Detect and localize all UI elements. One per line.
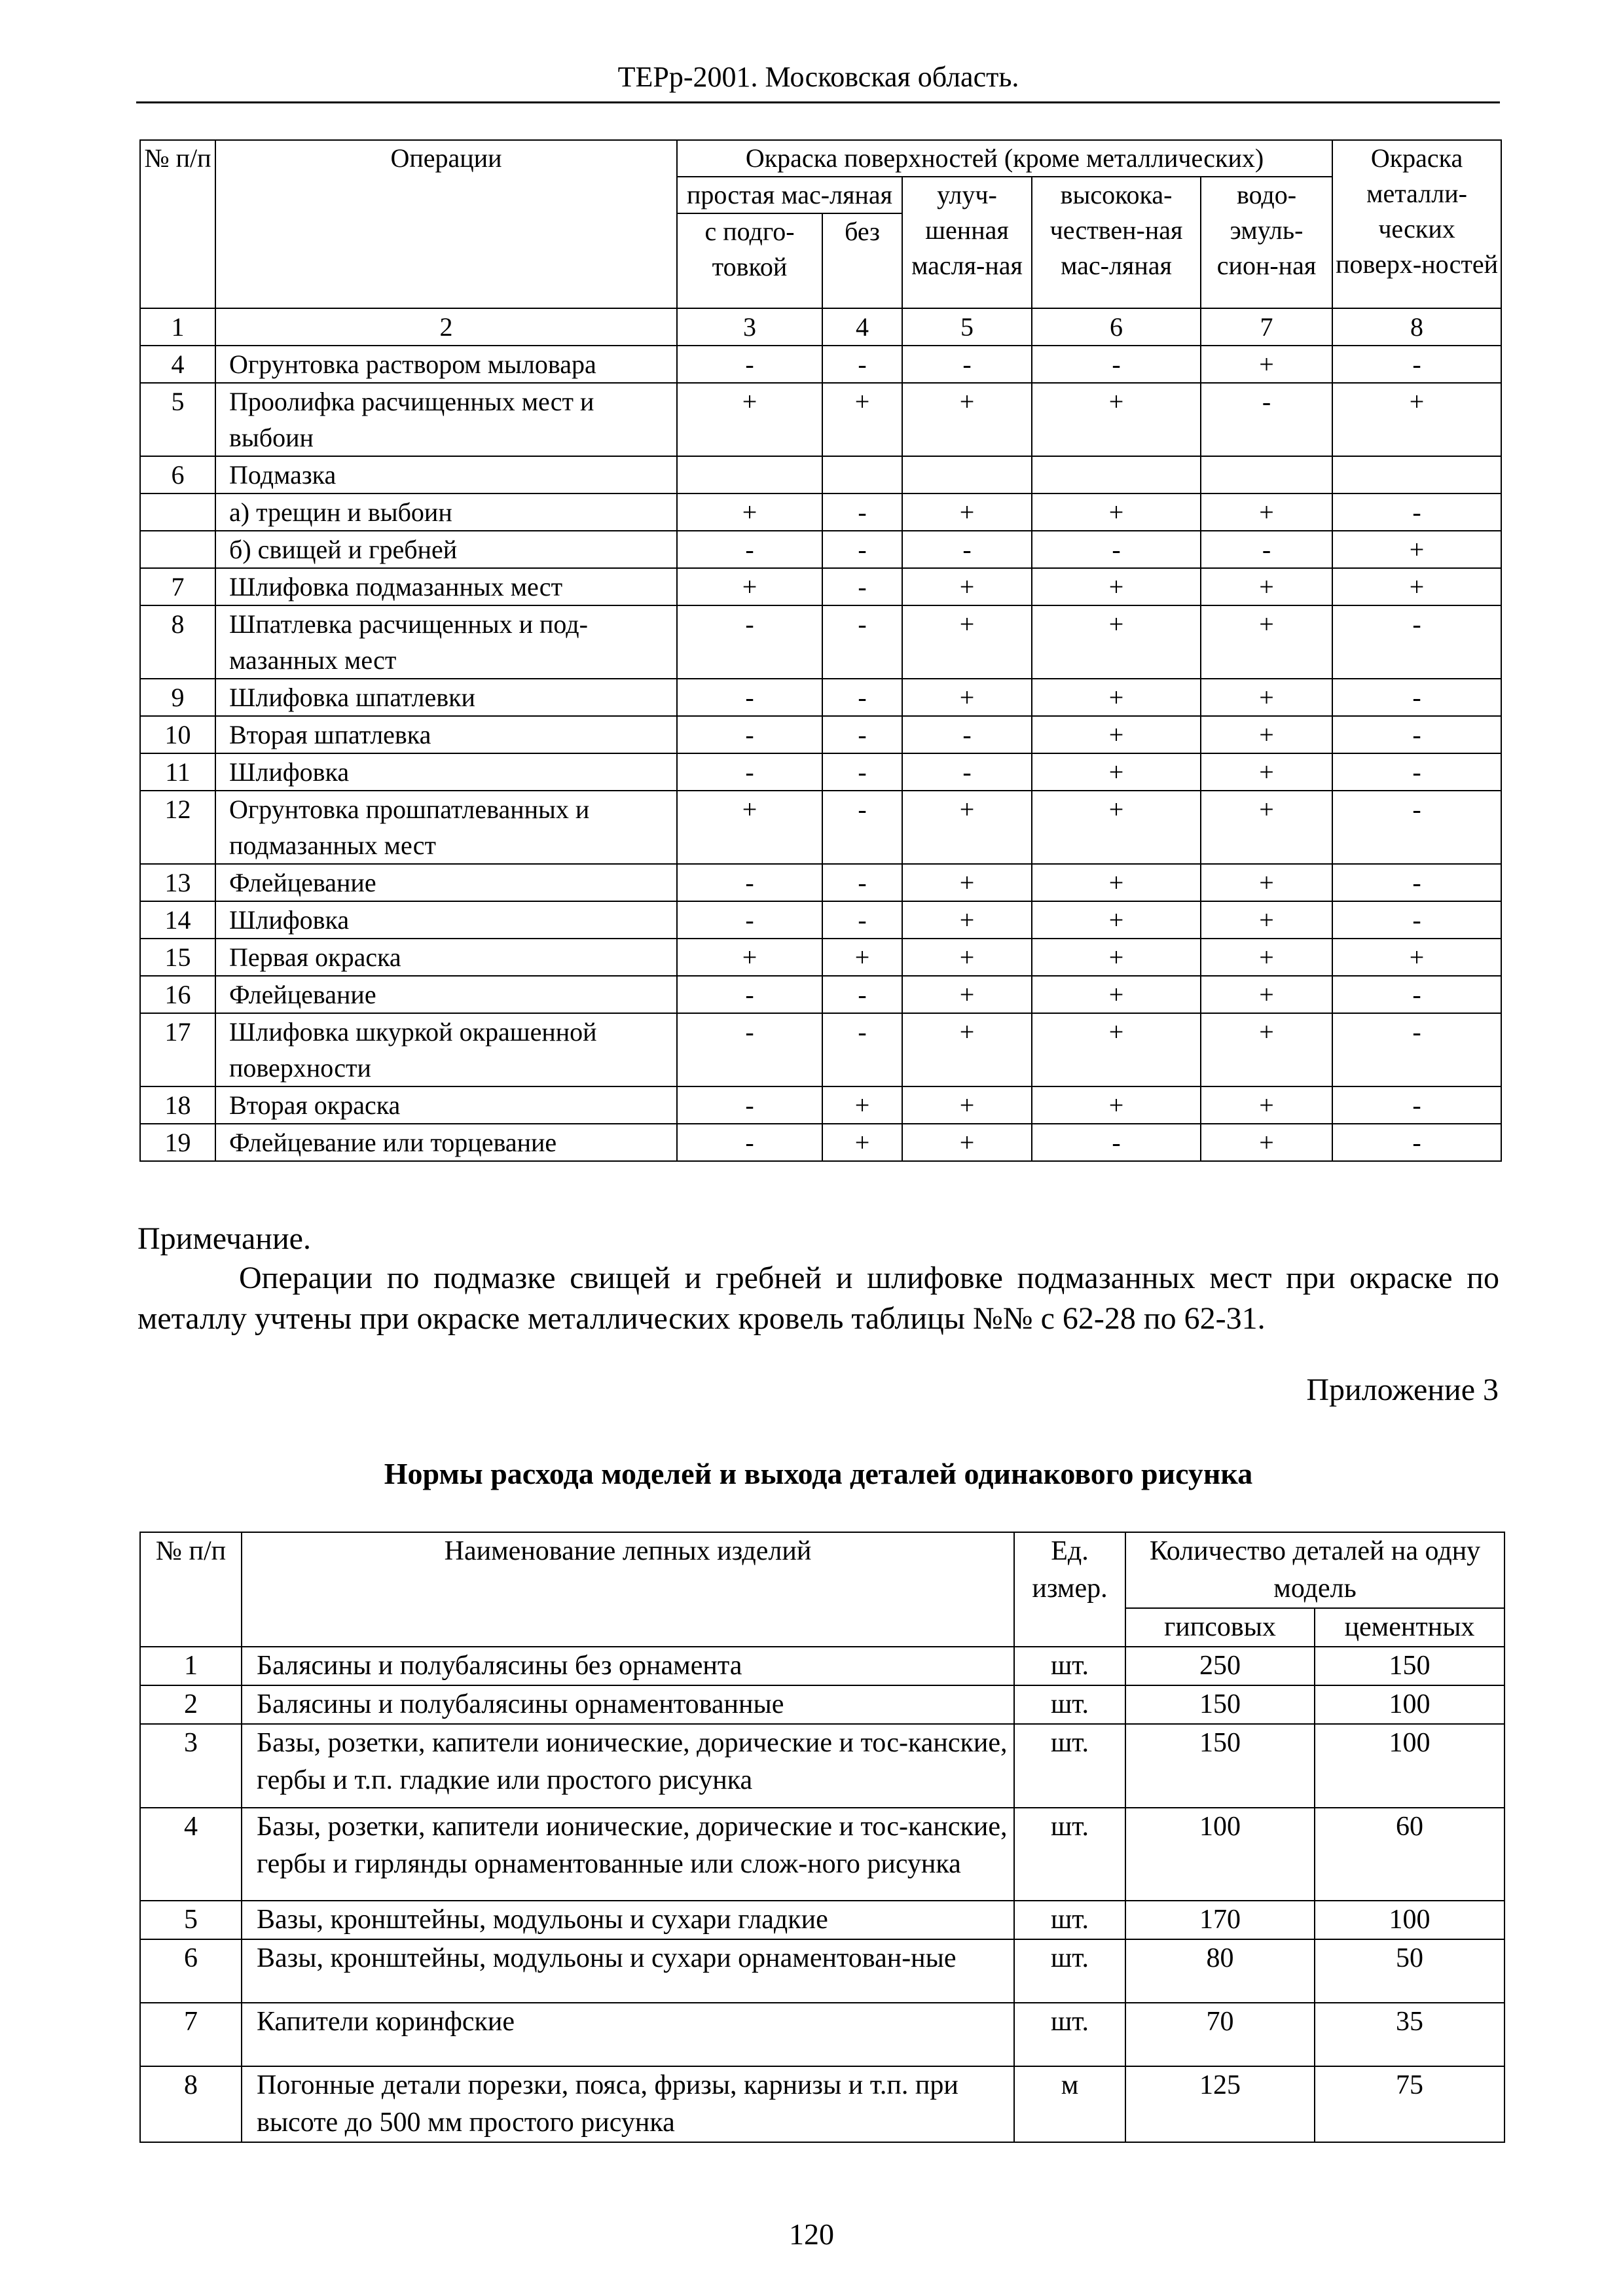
operation-name-cell: Вторая окраска <box>215 1086 677 1124</box>
table-row <box>140 976 1501 1013</box>
operation-name-cell: Шлифовка <box>215 901 677 939</box>
item-name-cell: Вазы, кронштейны, модульоны и сухари гладкие <box>242 1901 1014 1939</box>
mark-cell: - <box>1201 531 1332 568</box>
mark-cell: - <box>822 679 902 716</box>
row-number-cell: 4 <box>140 1808 242 1901</box>
mark-cell: - <box>677 679 822 716</box>
mark-cell: - <box>1332 1013 1501 1086</box>
row-number-cell: 5 <box>140 1901 242 1939</box>
mark-cell: - <box>677 346 822 383</box>
gypsum-count-cell: 250 <box>1125 1647 1315 1685</box>
item-name-cell: Капители коринфские <box>242 2003 1014 2066</box>
operation-name-cell: Флейцевание <box>215 864 677 901</box>
table-row <box>140 1685 1504 1724</box>
mark-cell: + <box>1332 383 1501 456</box>
row-number-cell: 10 <box>140 716 215 753</box>
table-row <box>140 753 1501 791</box>
mark-cell: + <box>1032 1086 1201 1124</box>
mark-cell: + <box>1201 939 1332 976</box>
unit-cell: шт. <box>1014 1901 1125 1939</box>
row-number-cell: 15 <box>140 939 215 976</box>
mark-cell: - <box>677 753 822 791</box>
column-number-cell: 4 <box>822 308 902 346</box>
col-header-item-name: Наименование лепных изделий <box>242 1532 1014 1647</box>
page-number: 120 <box>789 2217 834 2251</box>
mark-cell: + <box>1201 901 1332 939</box>
item-name-cell: Балясины и полубалясины орнаментованные <box>242 1685 1014 1724</box>
mark-cell: + <box>1032 791 1201 864</box>
mark-cell: + <box>902 864 1032 901</box>
col-header-quantity: Количество деталей на одну модель <box>1125 1532 1504 1608</box>
mark-cell: - <box>677 1086 822 1124</box>
mark-cell: + <box>902 568 1032 605</box>
col-header-with-preparation: с подго-товкой <box>677 213 822 308</box>
row-number-cell: 7 <box>140 568 215 605</box>
table-row <box>140 531 1501 568</box>
mark-cell: - <box>677 1013 822 1086</box>
table-row <box>140 1901 1504 1939</box>
mark-cell: + <box>1332 531 1501 568</box>
table-row <box>140 864 1501 901</box>
mark-cell: + <box>1332 568 1501 605</box>
operation-name-cell: Проолифка расчищенных мест и выбоин <box>215 383 677 456</box>
mark-cell: + <box>902 493 1032 531</box>
cement-count-cell: 100 <box>1315 1724 1504 1808</box>
mark-cell: + <box>1201 716 1332 753</box>
column-number-cell: 5 <box>902 308 1032 346</box>
appendix-label: Приложение 3 <box>1306 1372 1499 1407</box>
mark-cell: + <box>1201 1086 1332 1124</box>
unit-cell: шт. <box>1014 1808 1125 1901</box>
operation-name-cell: Вторая шпатлевка <box>215 716 677 753</box>
mark-cell: + <box>1032 753 1201 791</box>
mark-cell: + <box>1201 679 1332 716</box>
note-title: Примечание. <box>137 1221 311 1256</box>
table-row <box>140 493 1501 531</box>
mark-cell: - <box>1332 901 1501 939</box>
table-row <box>140 939 1501 976</box>
operation-name-cell: Огрунтовка раствором мыловара <box>215 346 677 383</box>
column-number-cell: 8 <box>1332 308 1501 346</box>
table-row <box>140 716 1501 753</box>
mark-cell: + <box>902 1013 1032 1086</box>
row-number-cell: 5 <box>140 383 215 456</box>
item-name-cell: Базы, розетки, капители ионические, дорические и тос-канские, гербы и т.п. гладкие или простого рисунка <box>242 1724 1014 1808</box>
mark-cell: - <box>902 753 1032 791</box>
column-number-cell: 7 <box>1201 308 1332 346</box>
col-header-number: № п/п <box>140 140 215 308</box>
cement-count-cell: 60 <box>1315 1808 1504 1901</box>
mark-cell: + <box>1201 605 1332 679</box>
unit-cell: шт. <box>1014 1647 1125 1685</box>
mark-cell <box>1032 456 1201 493</box>
norm-table-title: Нормы расхода моделей и выхода деталей одинакового рисунка <box>384 1457 1253 1490</box>
row-number-cell: 1 <box>140 1647 242 1685</box>
row-number-cell: 12 <box>140 791 215 864</box>
mark-cell <box>1332 456 1501 493</box>
mark-cell: - <box>822 864 902 901</box>
item-name-cell: Вазы, кронштейны, модульоны и сухари орнаментован-ные <box>242 1939 1014 2003</box>
col-header-number: № п/п <box>140 1532 242 1647</box>
table-row <box>140 605 1501 679</box>
mark-cell: - <box>1332 1086 1501 1124</box>
col-header-surface-painting: Окраска поверхностей (кроме металлических) <box>677 140 1332 177</box>
mark-cell: - <box>677 864 822 901</box>
mark-cell: + <box>902 976 1032 1013</box>
mark-cell: + <box>1032 1013 1201 1086</box>
col-header-water-emulsion: водо-эмуль-сион-ная <box>1201 177 1332 308</box>
mark-cell: + <box>902 1086 1032 1124</box>
mark-cell: - <box>822 605 902 679</box>
gypsum-count-cell: 125 <box>1125 2066 1315 2142</box>
table-row <box>140 901 1501 939</box>
mark-cell: + <box>1032 568 1201 605</box>
col-header-high-quality-oil: высокока-чествен-ная мас-ляная <box>1032 177 1201 308</box>
mark-cell: - <box>1332 679 1501 716</box>
operation-name-cell: б) свищей и гребней <box>215 531 677 568</box>
mark-cell: - <box>1332 605 1501 679</box>
row-number-cell: 18 <box>140 1086 215 1124</box>
operation-name-cell: Шпатлевка расчищенных и под-мазанных мест <box>215 605 677 679</box>
cement-count-cell: 150 <box>1315 1647 1504 1685</box>
col-header-improved-oil: улуч-шенная масля-ная <box>902 177 1032 308</box>
column-number-cell: 6 <box>1032 308 1201 346</box>
page-header: ТЕРр-2001. Московская область. <box>617 61 1019 93</box>
cement-count-cell: 100 <box>1315 1901 1504 1939</box>
mark-cell: + <box>822 1086 902 1124</box>
row-number-cell: 2 <box>140 1685 242 1724</box>
row-number-cell: 13 <box>140 864 215 901</box>
table-row <box>140 1086 1501 1124</box>
mark-cell: + <box>902 605 1032 679</box>
row-number-cell: 9 <box>140 679 215 716</box>
mark-cell: - <box>1332 493 1501 531</box>
row-number-cell: 16 <box>140 976 215 1013</box>
item-name-cell: Базы, розетки, капители ионические, дорические и тос-канские, гербы и гирлянды орнаментованные или слож-ного рисунка <box>242 1808 1014 1901</box>
row-number-cell: 4 <box>140 346 215 383</box>
mark-cell: + <box>1201 864 1332 901</box>
mark-cell: + <box>1032 901 1201 939</box>
table-row <box>140 456 1501 493</box>
gypsum-count-cell: 170 <box>1125 1901 1315 1939</box>
mark-cell: - <box>1032 1124 1201 1161</box>
row-number-cell: 14 <box>140 901 215 939</box>
table-row <box>140 383 1501 456</box>
table-row <box>140 791 1501 864</box>
table-row <box>140 1013 1501 1086</box>
mark-cell: - <box>677 531 822 568</box>
mark-cell: + <box>1032 493 1201 531</box>
mark-cell: + <box>1032 605 1201 679</box>
operation-name-cell: Флейцевание <box>215 976 677 1013</box>
mark-cell <box>902 456 1032 493</box>
mark-cell: - <box>1332 1124 1501 1161</box>
mark-cell: + <box>1032 716 1201 753</box>
mark-cell: - <box>822 901 902 939</box>
col-header-metal-painting: Окраска металли-ческих поверх-ностей <box>1332 140 1501 308</box>
gypsum-count-cell: 100 <box>1125 1808 1315 1901</box>
row-number-cell: 3 <box>140 1724 242 1808</box>
table-row <box>140 1808 1504 1901</box>
mark-cell: - <box>902 531 1032 568</box>
mark-cell: + <box>677 493 822 531</box>
mark-cell: + <box>1201 1124 1332 1161</box>
mark-cell: + <box>1032 939 1201 976</box>
unit-cell: шт. <box>1014 1724 1125 1808</box>
mark-cell: - <box>822 716 902 753</box>
operation-name-cell: Шлифовка шпатлевки <box>215 679 677 716</box>
col-header-operations: Операции <box>215 140 677 308</box>
table-row <box>140 568 1501 605</box>
mark-cell: + <box>822 383 902 456</box>
mark-cell: - <box>1332 864 1501 901</box>
gypsum-count-cell: 80 <box>1125 1939 1315 2003</box>
operation-name-cell: а) трещин и выбоин <box>215 493 677 531</box>
note-text: Операции по подмазке свищей и гребней и шлифовке подмазанных мест при окраске по металлу учтены при окраске металлических кровель таблицы №№ с 62-28 по 62-31. <box>137 1261 1499 1336</box>
mark-cell: + <box>822 939 902 976</box>
mark-cell: - <box>1032 346 1201 383</box>
col-header-without-preparation: без <box>822 213 902 308</box>
table-row <box>140 2003 1504 2066</box>
mark-cell: + <box>1201 568 1332 605</box>
item-name-cell: Балясины и полубалясины без орнамента <box>242 1647 1014 1685</box>
mark-cell: - <box>1332 791 1501 864</box>
column-number-cell: 3 <box>677 308 822 346</box>
mark-cell <box>822 456 902 493</box>
column-numbers-row <box>140 308 1501 346</box>
table-row <box>140 1724 1504 1808</box>
column-number-cell: 1 <box>140 308 215 346</box>
mark-cell: + <box>677 791 822 864</box>
mark-cell: - <box>1332 976 1501 1013</box>
mark-cell: - <box>902 346 1032 383</box>
col-header-unit: Ед. измер. <box>1014 1532 1125 1647</box>
mark-cell: + <box>1201 753 1332 791</box>
mark-cell: - <box>822 568 902 605</box>
operation-name-cell: Огрунтовка прошпатлеванных и подмазанных мест <box>215 791 677 864</box>
operation-name-cell: Подмазка <box>215 456 677 493</box>
table-row <box>140 1124 1501 1161</box>
gypsum-count-cell: 150 <box>1125 1685 1315 1724</box>
gypsum-count-cell: 150 <box>1125 1724 1315 1808</box>
operation-name-cell: Флейцевание или торцевание <box>215 1124 677 1161</box>
unit-cell: шт. <box>1014 2003 1125 2066</box>
mark-cell: + <box>1201 1013 1332 1086</box>
mark-cell: - <box>822 346 902 383</box>
operation-name-cell: Шлифовка <box>215 753 677 791</box>
norms-table <box>139 1532 1505 2143</box>
mark-cell: - <box>822 1013 902 1086</box>
mark-cell: + <box>1332 939 1501 976</box>
mark-cell: + <box>1201 493 1332 531</box>
mark-cell: - <box>1332 753 1501 791</box>
row-number-cell: 17 <box>140 1013 215 1086</box>
cement-count-cell: 50 <box>1315 1939 1504 2003</box>
row-number-cell: 8 <box>140 2066 242 2142</box>
mark-cell: + <box>902 383 1032 456</box>
mark-cell <box>677 456 822 493</box>
mark-cell: + <box>902 939 1032 976</box>
row-number-cell <box>140 531 215 568</box>
row-number-cell: 11 <box>140 753 215 791</box>
mark-cell: - <box>1201 383 1332 456</box>
mark-cell: - <box>902 716 1032 753</box>
mark-cell: - <box>677 716 822 753</box>
mark-cell: - <box>677 976 822 1013</box>
mark-cell: + <box>1032 976 1201 1013</box>
mark-cell: - <box>677 605 822 679</box>
mark-cell: + <box>902 1124 1032 1161</box>
mark-cell: - <box>1032 531 1201 568</box>
mark-cell: - <box>822 791 902 864</box>
mark-cell: - <box>1332 716 1501 753</box>
mark-cell: - <box>822 753 902 791</box>
mark-cell: + <box>822 1124 902 1161</box>
row-number-cell: 6 <box>140 1939 242 2003</box>
mark-cell: + <box>677 568 822 605</box>
mark-cell <box>1201 456 1332 493</box>
cement-count-cell: 75 <box>1315 2066 1504 2142</box>
mark-cell: - <box>822 531 902 568</box>
mark-cell: + <box>677 383 822 456</box>
mark-cell: + <box>1032 383 1201 456</box>
mark-cell: + <box>1201 791 1332 864</box>
mark-cell: + <box>1201 346 1332 383</box>
col-header-simple-oil: простая мас-ляная <box>677 177 902 213</box>
column-number-cell: 2 <box>215 308 677 346</box>
mark-cell: + <box>902 679 1032 716</box>
operations-table <box>139 139 1502 1162</box>
table-row <box>140 679 1501 716</box>
mark-cell: + <box>1201 976 1332 1013</box>
row-number-cell: 8 <box>140 605 215 679</box>
col-header-gypsum: гипсовых <box>1125 1608 1315 1647</box>
table-row <box>140 346 1501 383</box>
row-number-cell: 6 <box>140 456 215 493</box>
mark-cell: - <box>1332 346 1501 383</box>
header-divider <box>136 101 1500 103</box>
item-name-cell: Погонные детали порезки, пояса, фризы, карнизы и т.п. при высоте до 500 мм простого рисунка <box>242 2066 1014 2142</box>
unit-cell: м <box>1014 2066 1125 2142</box>
table-row <box>140 2066 1504 2142</box>
row-number-cell: 7 <box>140 2003 242 2066</box>
mark-cell: - <box>822 976 902 1013</box>
operation-name-cell: Шлифовка шкуркой окрашенной поверхности <box>215 1013 677 1086</box>
mark-cell: - <box>677 901 822 939</box>
row-number-cell <box>140 493 215 531</box>
mark-cell: - <box>822 493 902 531</box>
unit-cell: шт. <box>1014 1685 1125 1724</box>
row-number-cell: 19 <box>140 1124 215 1161</box>
mark-cell: - <box>677 1124 822 1161</box>
cement-count-cell: 100 <box>1315 1685 1504 1724</box>
mark-cell: + <box>902 901 1032 939</box>
operation-name-cell: Первая окраска <box>215 939 677 976</box>
gypsum-count-cell: 70 <box>1125 2003 1315 2066</box>
operation-name-cell: Шлифовка подмазанных мест <box>215 568 677 605</box>
cement-count-cell: 35 <box>1315 2003 1504 2066</box>
unit-cell: шт. <box>1014 1939 1125 2003</box>
mark-cell: + <box>677 939 822 976</box>
table-row <box>140 1939 1504 2003</box>
mark-cell: + <box>1032 679 1201 716</box>
col-header-cement: цементных <box>1315 1608 1504 1647</box>
mark-cell: + <box>902 791 1032 864</box>
mark-cell: + <box>1032 864 1201 901</box>
table-row <box>140 1647 1504 1685</box>
